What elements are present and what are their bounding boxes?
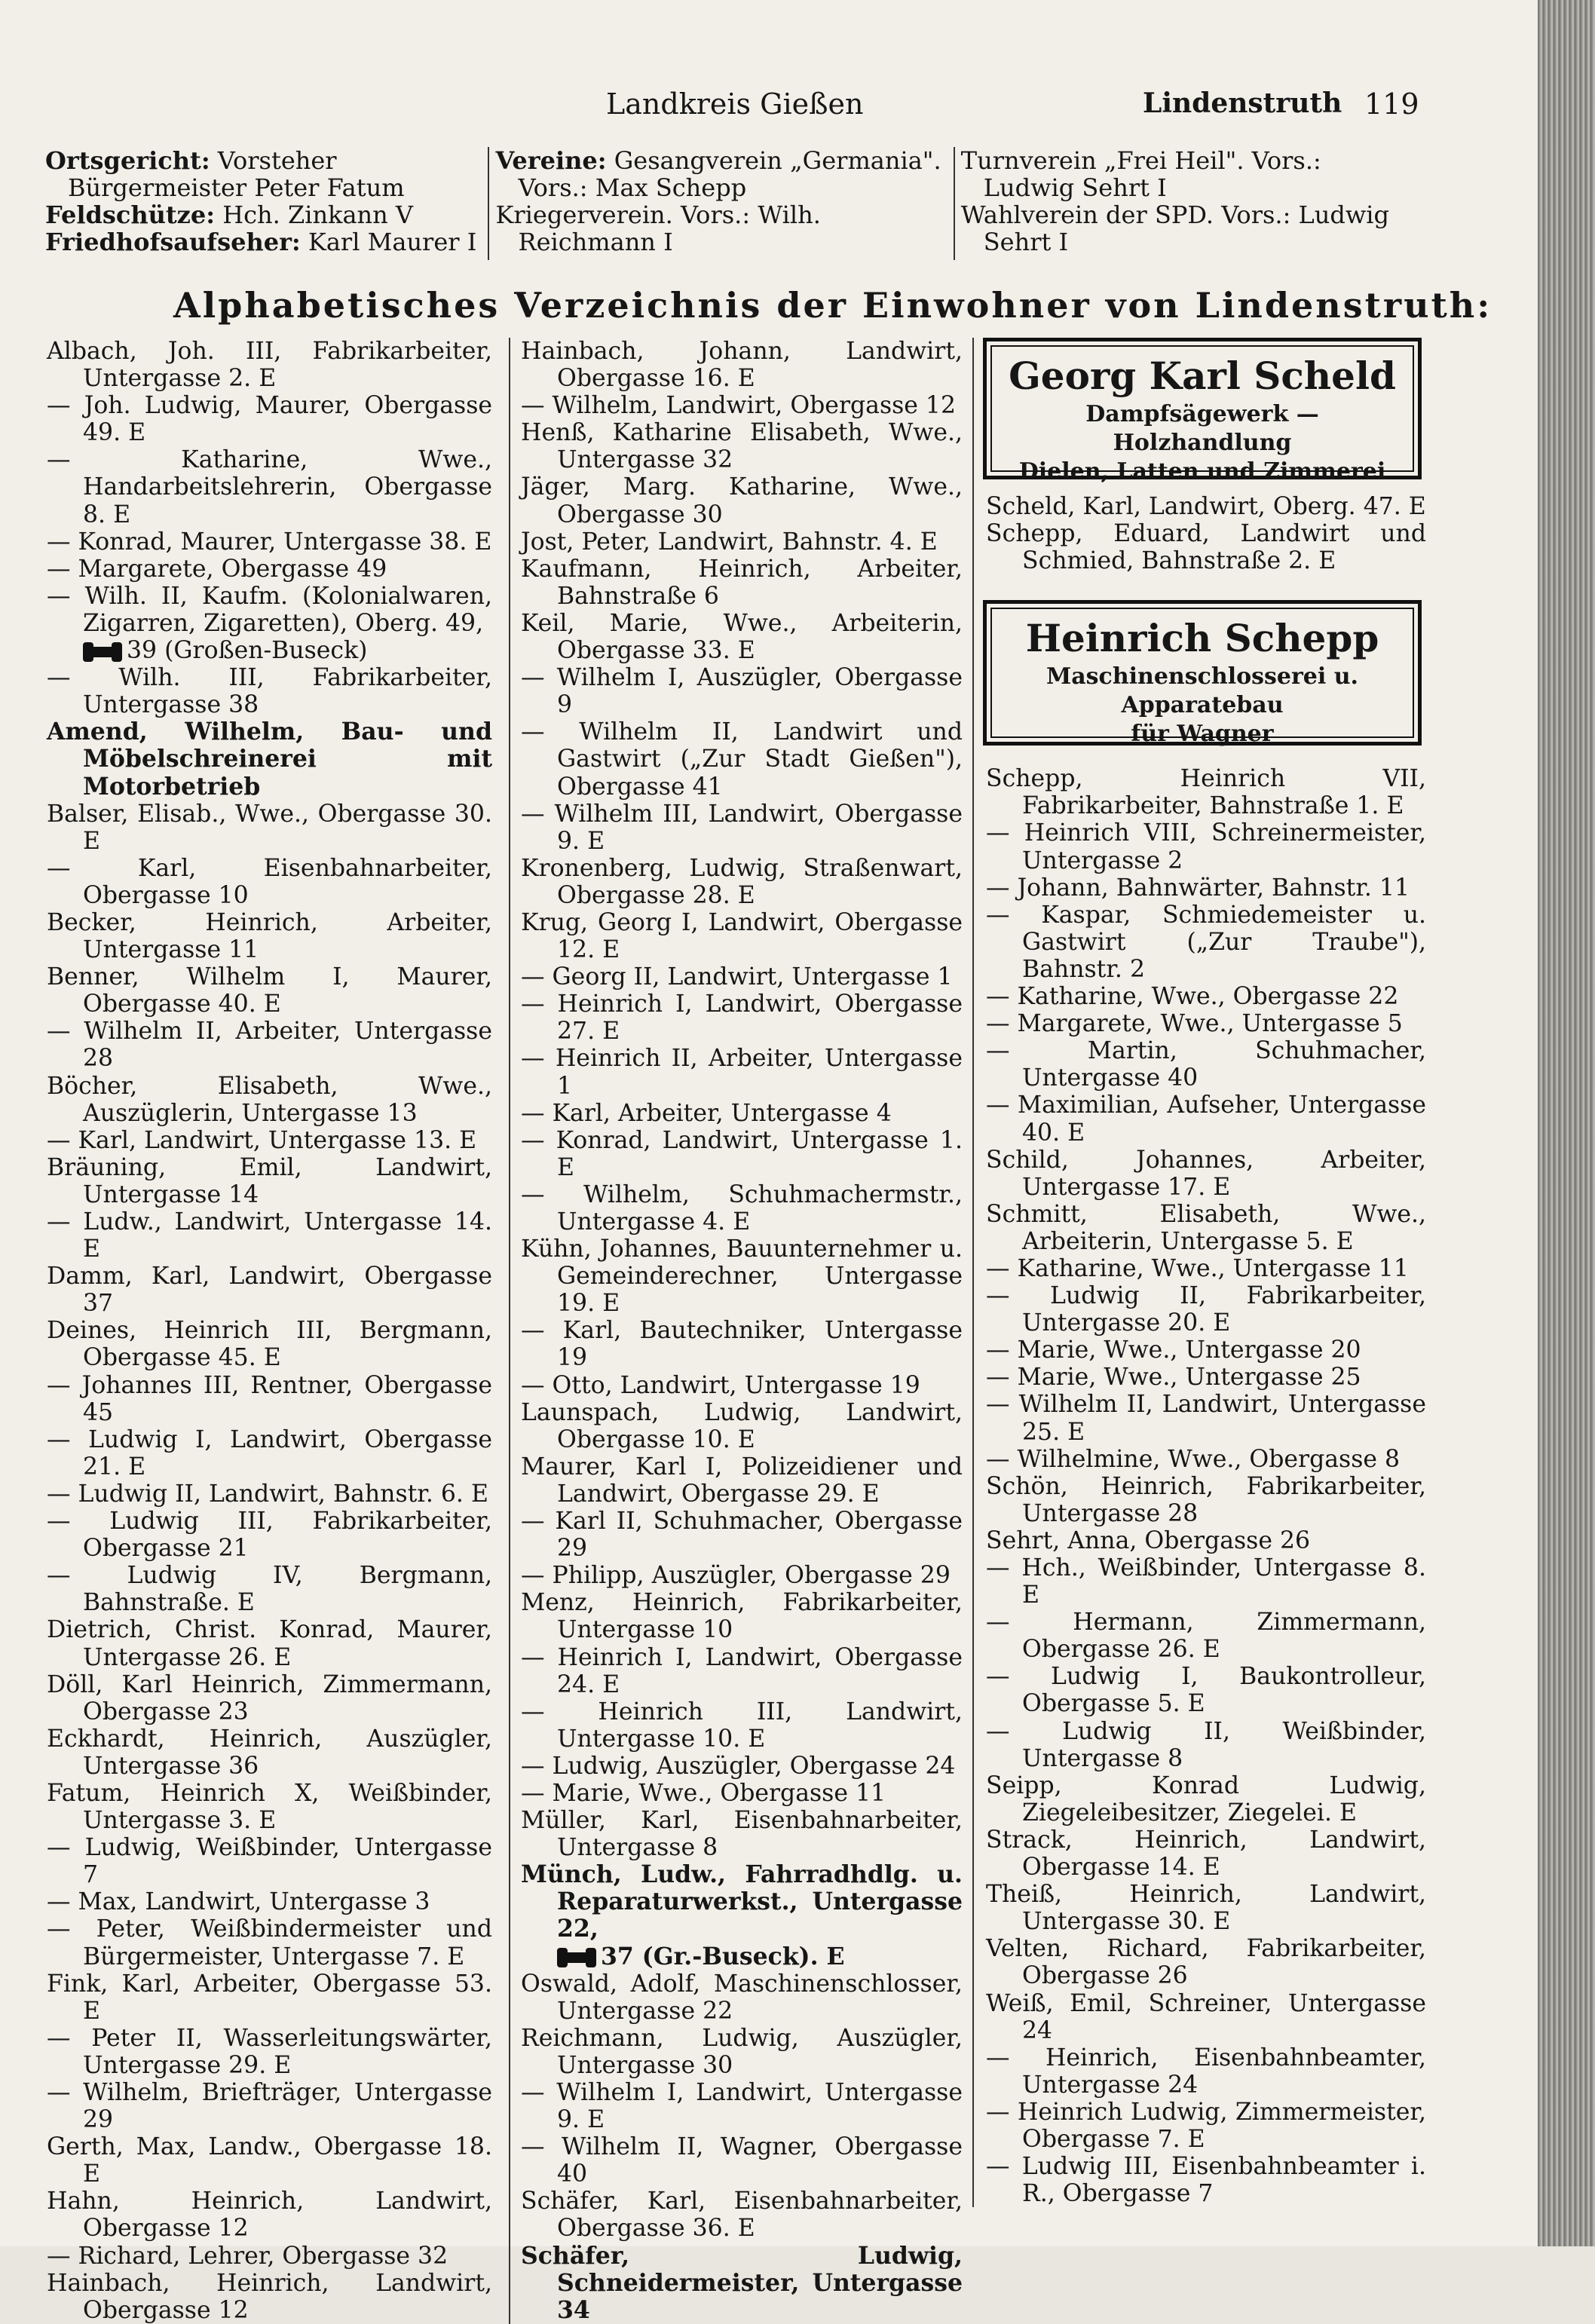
resident-entry: — Otto, Landwirt, Untergasse 19 [521, 1371, 920, 1399]
resident-entry: — Heinrich I, Landwirt, Obergasse 27. E [521, 991, 963, 1046]
resident-entry: — Hch., Weißbinder, Untergasse 8. E [986, 1554, 1426, 1609]
official-entry: Ortsgericht: Vorsteher Bürgermeister Peter Fatum [45, 146, 405, 202]
ad-company-name: Heinrich Schepp [1025, 616, 1379, 661]
resident-entry: — Ludwig III, Fabrikarbeiter, Obergasse 21 [47, 1508, 492, 1563]
resident-entry: — Katharine, Wwe., Handarbeitslehrerin, Obergasse 8. E [47, 446, 492, 528]
resident-entry: — Wilhelm III, Landwirt, Obergasse 9. E [521, 800, 963, 855]
resident-entry: — Martin, Schuhmacher, Untergasse 40 [986, 1037, 1426, 1092]
resident-entry: Schepp, Eduard, Landwirt und Schmied, Bahnstraße 2. E [986, 520, 1426, 575]
resident-entry: Krug, Georg I, Landwirt, Obergasse 12. E [521, 908, 963, 964]
resident-entry: Bräuning, Emil, Landwirt, Untergasse 14 [47, 1153, 492, 1208]
resident-entry: Jost, Peter, Landwirt, Bahnstr. 4. E [521, 528, 938, 556]
resident-entry: — Heinrich I, Landwirt, Obergasse 24. E [521, 1643, 963, 1698]
resident-entry: — Heinrich III, Landwirt, Untergasse 10. E [521, 1698, 963, 1753]
resident-entry: — Georg II, Landwirt, Untergasse 1 [521, 963, 953, 991]
official-entry: Friedhofsaufseher: Karl Maurer I [45, 228, 477, 256]
official-entry: Wahlverein der SPD. Vors.: Ludwig Sehrt I [960, 201, 1389, 256]
resident-entry: — Wilhelm, Landwirt, Obergasse 12 [521, 392, 957, 420]
resident-entry: — Katharine, Wwe., Untergasse 11 [986, 1254, 1409, 1282]
resident-entry: Menz, Heinrich, Fabrikarbeiter, Untergasse 10 [521, 1589, 963, 1644]
officials-block [39, 147, 1422, 260]
resident-entry: — Karl, Landwirt, Untergasse 13. E [47, 1126, 477, 1154]
telephone-icon [557, 1952, 596, 1963]
ad-company-name: Georg Karl Scheld [1009, 354, 1396, 398]
resident-entry: Schepp, Heinrich VII, Fabrikarbeiter, Bahnstraße 1. E [986, 765, 1426, 820]
resident-entry: Theiß, Heinrich, Landwirt, Untergasse 30. E [986, 1881, 1426, 1936]
resident-entry: — Wilhelm II, Landwirt, Untergasse 25. E [986, 1391, 1426, 1446]
resident-entry: Schön, Heinrich, Fabrikarbeiter, Untergasse 28 [986, 1472, 1426, 1527]
resident-entry: — Katharine, Wwe., Obergasse 22 [986, 983, 1399, 1011]
resident-entry: — Karl, Bautechniker, Untergasse 19 [521, 1317, 963, 1372]
officials-col-1 [39, 147, 488, 260]
resident-entry: — Maximilian, Aufseher, Untergasse 40. E [986, 1092, 1426, 1147]
resident-entry: Kühn, Johannes, Bauunternehmer u. Gemeinderechner, Untergasse 19. E [521, 1235, 963, 1318]
resident-entry: — Johannes III, Rentner, Obergasse 45 [47, 1371, 492, 1426]
resident-entry: — Wilhelm II, Arbeiter, Untergasse 28 [47, 1018, 492, 1073]
resident-entry: — Max, Landwirt, Untergasse 3 [47, 1888, 430, 1916]
resident-entry: Weiß, Emil, Schreiner, Untergasse 24 [986, 1989, 1426, 2044]
resident-entry: Schäfer, Ludwig, Schneidermeister, Untergasse 34 [521, 2241, 963, 2324]
resident-entry: — Kaspar, Schmiedemeister u. Gastwirt („Zur Traube"), Bahnstr. 2 [986, 901, 1426, 983]
ad-line: Maschinenschlosserei u. Apparatebau [1046, 663, 1358, 719]
resident-entry: Münch, Ludw., Fahrradhdlg. u. Reparaturwerkst., Untergasse 22, [521, 1860, 963, 1943]
resident-entry: Kronenberg, Ludwig, Straßenwart, Obergasse 28. E [521, 854, 963, 909]
resident-entry: — Peter II, Wasserleitungswärter, Untergasse 29. E [47, 2024, 492, 2079]
resident-entry: Damm, Karl, Landwirt, Obergasse 37 [47, 1263, 492, 1318]
resident-entry: Maurer, Karl I, Polizeidiener und Landwirt, Obergasse 29. E [521, 1453, 963, 1508]
resident-entry: Keil, Marie, Wwe., Arbeiterin, Obergasse 33. E [521, 609, 963, 665]
resident-entry: Amend, Wilhelm, Bau- und Möbelschreinerei mit Motorbetrieb [47, 718, 492, 801]
resident-entry: Kaufmann, Heinrich, Arbeiter, Bahnstraße 6 [521, 555, 963, 610]
resident-entry: Balser, Elisab., Wwe., Obergasse 30. E [47, 800, 492, 855]
resident-entry: — Ludwig II, Fabrikarbeiter, Untergasse 20. E [986, 1282, 1426, 1337]
resident-entry: — Philipp, Auszügler, Obergasse 29 [521, 1562, 951, 1590]
resident-entry: — Margarete, Obergasse 49 [47, 555, 387, 583]
resident-entry: Becker, Heinrich, Arbeiter, Untergasse 11 [47, 908, 492, 964]
page-edge [1538, 0, 1595, 2246]
resident-entry: — Ludwig, Weißbinder, Untergasse 7 [47, 1834, 492, 1889]
residents-column-1 [44, 338, 492, 2324]
ad-line: Dielen, Latten und Zimmerei [1018, 458, 1386, 485]
resident-entry: — Wilh. II, Kaufm. (Kolonialwaren, Zigarren, Zigaretten), Oberg. 49, [47, 582, 492, 637]
resident-entry: Hahn, Heinrich, Landwirt, Obergasse 12 [47, 2188, 492, 2243]
resident-entry: — Heinrich, Eisenbahnbeamter, Untergasse 24 [986, 2044, 1426, 2099]
resident-entry: — Heinrich II, Arbeiter, Untergasse 1 [521, 1045, 963, 1100]
resident-entry: Velten, Richard, Fabrikarbeiter, Obergasse 26 [986, 1935, 1426, 1990]
resident-entry: — Ludwig I, Baukontrolleur, Obergasse 5. E [986, 1663, 1426, 1718]
resident-entry: — Ludw., Landwirt, Untergasse 14. E [47, 1208, 492, 1263]
ad-line: für Wagner [1131, 721, 1274, 748]
resident-entry: — Peter, Weißbindermeister und Bürgermeister, Untergasse 7. E [47, 1915, 492, 1970]
place-header: Lindenstruth [1143, 87, 1342, 119]
officials-col-3 [954, 147, 1422, 260]
resident-entry: — Ludwig IV, Bergmann, Bahnstraße. E [47, 1562, 492, 1617]
resident-entry: — Hermann, Zimmermann, Obergasse 26. E [986, 1609, 1426, 1664]
resident-entry: Böcher, Elisabeth, Wwe., Auszüglerin, Untergasse 13 [47, 1072, 492, 1127]
resident-entry: Eckhardt, Heinrich, Auszügler, Untergasse 36 [47, 1725, 492, 1780]
resident-entry: — Ludwig II, Landwirt, Bahnstr. 6. E [47, 1480, 488, 1508]
resident-entry: Schmitt, Elisabeth, Wwe., Arbeiterin, Untergasse 5. E [986, 1200, 1426, 1255]
resident-entry: Albach, Joh. III, Fabrikarbeiter, Untergasse 2. E [47, 338, 492, 393]
resident-entry: — Wilhelm, Schuhmachermstr., Untergasse 4. E [521, 1180, 963, 1235]
resident-entry: Fatum, Heinrich X, Weißbinder, Untergasse 3. E [47, 1779, 492, 1835]
resident-entry: Seipp, Konrad Ludwig, Ziegeleibesitzer, Ziegelei. E [986, 1771, 1426, 1826]
resident-entry: Schäfer, Karl, Eisenbahnarbeiter, Obergasse 36. E [521, 2188, 963, 2243]
resident-entry: Fink, Karl, Arbeiter, Obergasse 53. E [47, 1970, 492, 2025]
resident-entry: 39 (Großen-Buseck) [44, 637, 492, 664]
advertisement-scheld [983, 338, 1422, 485]
resident-entry: Strack, Heinrich, Landwirt, Obergasse 14. E [986, 1826, 1426, 1882]
official-entry: Kriegerverein. Vors.: Wilh. Reichmann I [495, 201, 821, 256]
advertisement-schepp [983, 600, 1422, 746]
resident-entry: 37 (Gr.-Buseck). E [518, 1943, 963, 1970]
section-title: Alphabetisches Verzeichnis der Einwohner von Lindenstruth: [173, 285, 1492, 326]
resident-entry: — Richard, Lehrer, Obergasse 32 [47, 2242, 448, 2270]
resident-entry: — Wilhelmine, Wwe., Obergasse 8 [986, 1445, 1401, 1473]
resident-entry: — Heinrich VIII, Schreinermeister, Untergasse 2 [986, 819, 1426, 874]
resident-entry: Hainbach, Johann, Landwirt, Obergasse 16. E [521, 338, 963, 393]
resident-entry: — Karl II, Schuhmacher, Obergasse 29 [521, 1508, 963, 1563]
resident-entry: — Wilhelm II, Landwirt und Gastwirt („Zur Stadt Gießen"), Obergasse 41 [521, 718, 963, 801]
resident-entry: Hainbach, Heinrich, Landwirt, Obergasse 12 [47, 2269, 492, 2324]
resident-entry: — Wilhelm I, Auszügler, Obergasse 9 [521, 664, 963, 719]
resident-entry: — Ludwig, Auszügler, Obergasse 24 [521, 1752, 956, 1780]
resident-entry: — Konrad, Maurer, Untergasse 38. E [47, 528, 492, 556]
resident-entry: — Marie, Wwe., Obergasse 11 [521, 1779, 886, 1807]
resident-entry: — Ludwig II, Weißbinder, Untergasse 8 [986, 1717, 1426, 1772]
resident-entry: — Marie, Wwe., Untergasse 25 [986, 1364, 1361, 1392]
resident-entry: Müller, Karl, Eisenbahnarbeiter, Untergasse 8 [521, 1807, 963, 1862]
resident-entry: Henß, Katharine Elisabeth, Wwe., Untergasse 32 [521, 419, 963, 474]
resident-entry: Gerth, Max, Landw., Obergasse 18. E [47, 2133, 492, 2188]
official-entry: Vereine: Gesangverein „Germania". Vors.: Max Schepp [495, 146, 941, 202]
resident-entry: — Wilhelm II, Wagner, Obergasse 40 [521, 2133, 963, 2188]
running-header: Landkreis Gießen [606, 87, 864, 121]
officials-col-2 [488, 147, 953, 260]
resident-entry: Jäger, Marg. Katharine, Wwe., Obergasse 30 [521, 473, 963, 528]
resident-entry: Döll, Karl Heinrich, Zimmermann, Obergasse 23 [47, 1670, 492, 1725]
resident-entry: — Johann, Bahnwärter, Bahnstr. 11 [986, 874, 1410, 902]
telephone-icon [83, 647, 122, 657]
resident-entry: Dietrich, Christ. Konrad, Maurer, Untergasse 26. E [47, 1616, 492, 1671]
resident-entry: — Margarete, Wwe., Untergasse 5 [986, 1010, 1403, 1038]
resident-entry: — Wilh. III, Fabrikarbeiter, Untergasse 38 [47, 664, 492, 719]
resident-entry: — Ludwig I, Landwirt, Obergasse 21. E [47, 1425, 492, 1480]
resident-entry: Schild, Johannes, Arbeiter, Untergasse 17. E [986, 1146, 1426, 1201]
resident-entry: — Wilhelm, Briefträger, Untergasse 29 [47, 2079, 492, 2134]
official-entry: Feldschütze: Hch. Zinkann V [45, 201, 414, 229]
ad-line: Dampfsägewerk — Holzhandlung [1085, 401, 1319, 456]
resident-entry: — Wilhelm I, Landwirt, Untergasse 9. E [521, 2079, 963, 2134]
resident-entry: — Heinrich Ludwig, Zimmermeister, Obergasse 7. E [986, 2098, 1426, 2153]
resident-entry: — Ludwig III, Eisenbahnbeamter i. R., Obergasse 7 [986, 2153, 1426, 2208]
resident-entry: — Karl, Eisenbahnarbeiter, Obergasse 10 [47, 854, 492, 909]
residents-column-3 [972, 338, 1426, 2207]
resident-entry: Reichmann, Ludwig, Auszügler, Untergasse 30 [521, 2024, 963, 2079]
resident-entry: — Marie, Wwe., Untergasse 20 [986, 1337, 1361, 1364]
residents-column-2 [509, 338, 963, 2324]
resident-entry: Launspach, Ludwig, Landwirt, Obergasse 10. E [521, 1398, 963, 1453]
resident-entry: Oswald, Adolf, Maschinenschlosser, Untergasse 22 [521, 1970, 963, 2025]
page-number: 119 [1364, 87, 1419, 121]
resident-entry: Deines, Heinrich III, Bergmann, Obergasse 45. E [47, 1317, 492, 1372]
resident-entry: Benner, Wilhelm I, Maurer, Obergasse 40. E [47, 963, 492, 1018]
resident-entry: Sehrt, Anna, Obergasse 26 [986, 1526, 1311, 1554]
resident-entry: — Konrad, Landwirt, Untergasse 1. E [521, 1126, 963, 1181]
resident-entry: — Joh. Ludwig, Maurer, Obergasse 49. E [47, 392, 492, 447]
resident-entry: — Karl, Arbeiter, Untergasse 4 [521, 1099, 892, 1127]
official-entry: Turnverein „Frei Heil". Vors.: Ludwig Sehrt I [960, 146, 1321, 202]
resident-entry: Scheld, Karl, Landwirt, Oberg. 47. E [986, 493, 1426, 520]
